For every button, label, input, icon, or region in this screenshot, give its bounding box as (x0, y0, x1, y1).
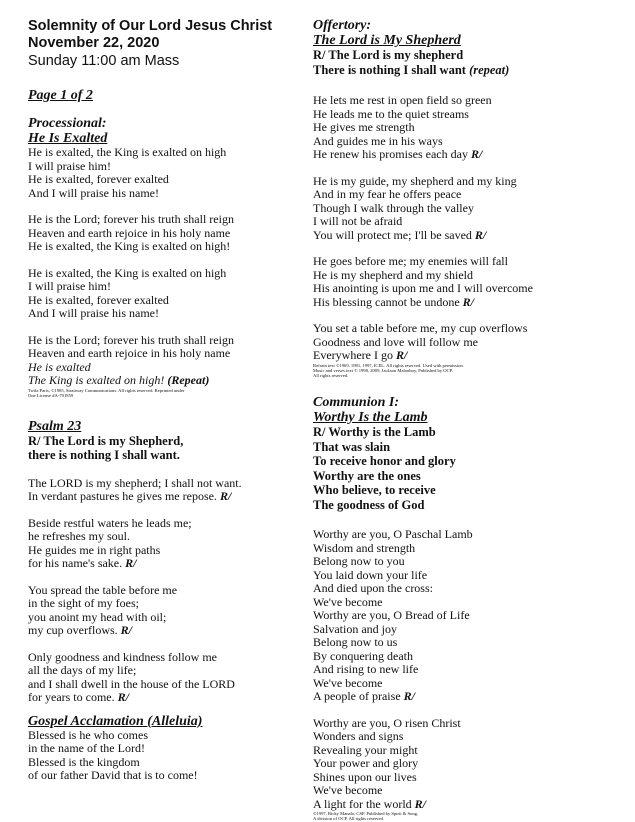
refrain-text: The Lord is my Shepherd, (43, 433, 184, 448)
refrain-text: There is nothing I shall want (313, 62, 466, 77)
lyric-line: He is the Lord; forever his truth shall reign (28, 212, 234, 226)
communion-refrain: Who believe, to receive (313, 483, 436, 498)
lyric-line: Worthy are you, O Paschal Lamb (313, 527, 473, 542)
lyric-line: He is my shepherd and my shield (313, 267, 473, 282)
lyric-text: A people of praise (313, 689, 401, 704)
lyric-line: He is exalted, the King is exalted on high (28, 145, 227, 159)
lyric-text: In verdant pastures he gives me repose. (28, 489, 217, 504)
refrain-mark: R/ (313, 425, 326, 440)
lyric-line (313, 798, 618, 812)
lyric-line: Blessed is he who comes (28, 727, 148, 742)
processional-stanza (28, 146, 313, 200)
lyric-line: Your power and glory (313, 756, 419, 771)
communion-refrain (313, 425, 618, 440)
lyric-text: He renew his promises each day (313, 147, 468, 161)
lyric-text: for his name's sake. (28, 556, 123, 571)
psalm-stanza (28, 517, 313, 571)
lyric-line: His anointing is upon me and I will overcome (313, 281, 533, 295)
lyric-line: Wonders and signs (313, 729, 404, 744)
lyric-line: He is exalted, forever exalted (28, 292, 169, 307)
lyric-text: my cup overflows. (28, 623, 118, 638)
lyric-line-italic: He is exalted (28, 359, 91, 374)
lyric-line: He lets me rest in open field so green (313, 93, 492, 107)
lyric-line: he refreshes my soul. (28, 529, 130, 544)
lyric-line: Shines upon our lives (313, 769, 417, 784)
lyric-text: Everywhere I go (313, 348, 393, 362)
refrain-text: Worthy is the Lamb (328, 425, 436, 440)
lyric-line (28, 624, 313, 638)
psalm-refrain: there is nothing I shall want. (28, 448, 180, 463)
lyric-line: You spread the table before me (28, 582, 178, 597)
lyric-text: The King is exalted on high! (28, 373, 165, 387)
lyric-line: We've become (313, 675, 383, 690)
lyric-line: I will praise him! (28, 158, 111, 173)
copyright-note: All rights reserved. (313, 372, 349, 378)
lyric-line: Revealing your might (313, 742, 418, 757)
mass-time: Sunday 11:00 am Mass (28, 53, 180, 69)
refrain-mark: R/ (219, 489, 232, 504)
refrain-mark: R/ (395, 348, 408, 362)
refrain-mark: R/ (403, 689, 415, 704)
lyric-line (313, 296, 618, 310)
lyric-line: He is my guide, my shepherd and my king (313, 173, 517, 188)
copyright-note: ©1997, Ricky Manalo, CSP. Published by Spirit & Song, (313, 811, 419, 817)
processional-stanza (28, 334, 313, 398)
processional-heading: Processional: (28, 116, 107, 131)
lyric-line: Belong now to you (313, 554, 405, 569)
lyric-line: And guides me in his ways (313, 133, 443, 148)
repeat-marker: (repeat) (469, 62, 510, 77)
communion-refrain: That was slain (313, 439, 391, 454)
gospel-title: Gospel Acclamation (Alleluia) (28, 713, 203, 729)
lyric-line: Heaven and earth rejoice in his holy name (28, 346, 231, 360)
communion-refrain: The goodness of God (313, 497, 425, 512)
refrain-mark: R/ (125, 556, 137, 571)
lyric-line: You set a table before me, my cup overflows (313, 321, 528, 335)
refrain-text: The Lord is my shepherd (328, 48, 464, 62)
offertory-stanza (313, 175, 618, 243)
offertory-refrain (313, 63, 618, 78)
lyric-text: You will protect me; I'll be saved (313, 227, 472, 242)
lyric-line: He guides me in right paths (28, 542, 161, 557)
communion-section (313, 395, 618, 821)
refrain-mark: R/ (117, 690, 129, 705)
lyric-line: in the sight of my foes; (28, 596, 139, 611)
lyric-line: Blessed is the kingdom (28, 754, 140, 769)
communion-stanza (313, 717, 618, 822)
lyric-line (313, 148, 618, 162)
refrain-mark: R/ (313, 48, 326, 62)
lyric-line: in the name of the Lord! (28, 741, 145, 756)
lyric-line: And in my fear he offers peace (313, 187, 462, 201)
lyric-line: all the days of my life; (28, 663, 137, 678)
offertory-title: The Lord is My Shepherd (313, 33, 461, 48)
lyric-line: Belong now to us (313, 635, 398, 650)
lyric-line (28, 557, 313, 571)
psalm-stanza (28, 477, 313, 504)
copyright-note: Twila Paris, ©1985, Straitway Communications. All rights reserved. Reprinted under (28, 387, 185, 393)
lyric-line: He leads me to the quiet streams (313, 106, 469, 121)
copyright-note: Music and verses text © 1998, 2009, Jackson Malonboy, Published by OCP. (313, 367, 453, 373)
page-label: Page 1 of 2 (28, 88, 93, 103)
refrain-mark: R/ (474, 227, 487, 242)
processional-title: He Is Exalted (28, 131, 108, 146)
psalm-section (28, 419, 313, 705)
refrain-mark: R/ (470, 147, 483, 161)
program-title: Solemnity of Our Lord Jesus Christ (28, 18, 273, 34)
communion-refrain: To receive honor and glory (313, 454, 456, 469)
offertory-stanza (313, 94, 618, 162)
lyric-line: You laid down your life (313, 567, 428, 582)
lyric-line: you anoint my head with oil; (28, 609, 167, 624)
copyright-note: Refrain text ©1969, 1981, 1997, ICEL. All rights reserved. Used with permission. (313, 362, 464, 368)
repeat-marker: (Repeat) (167, 373, 210, 387)
lyric-line: Beside restful waters he leads me; (28, 515, 192, 530)
lyric-line: Heaven and earth rejoice in his holy name (28, 225, 231, 240)
refrain-mark: R/ (28, 433, 41, 448)
processional-stanza (28, 267, 313, 321)
lyric-line (28, 490, 313, 504)
lyric-line: Goodness and love will follow me (313, 334, 478, 349)
lyric-line: and I shall dwell in the house of the LORD (28, 676, 235, 691)
lyric-line: He is exalted, the King is exalted on high (28, 265, 227, 280)
refrain-mark: R/ (462, 294, 474, 309)
lyric-line: of our father David that is to come! (28, 768, 198, 783)
refrain-mark: R/ (414, 796, 426, 811)
offertory-section (313, 18, 618, 378)
lyric-line (313, 690, 618, 704)
offertory-stanza (313, 255, 618, 309)
psalm-stanza (28, 584, 313, 638)
lyric-line: Wisdom and strength (313, 540, 416, 555)
lyric-line: Though I walk through the valley (313, 200, 474, 215)
psalm-refrain (28, 434, 313, 449)
communion-heading: Communion I: (313, 395, 399, 411)
lyric-line: And rising to new life (313, 662, 419, 677)
lyric-line: We've become (313, 594, 383, 609)
lyric-line: He is exalted, forever exalted (28, 172, 169, 186)
lyric-line-italic (28, 374, 313, 388)
offertory-heading: Offertory: (313, 18, 372, 33)
communion-title: Worthy Is the Lamb (313, 410, 428, 426)
communion-stanza (313, 528, 618, 704)
processional-stanza (28, 213, 313, 254)
left-column (28, 18, 313, 783)
lyric-line: He goes before me; my enemies will fall (313, 254, 508, 268)
offertory-stanza (313, 322, 618, 378)
lyric-line: Only goodness and kindness follow me (28, 649, 217, 664)
processional-section (28, 116, 313, 398)
lyric-text: His blessing cannot be undone (313, 294, 460, 309)
lyric-line: I will praise him! (28, 279, 111, 293)
lyric-line (28, 691, 313, 705)
lyric-line: Salvation and joy (313, 621, 397, 636)
copyright-note: A division of OCP. All rights reserved. (313, 816, 384, 822)
lyric-line: We've become (313, 783, 383, 798)
lyric-line: He is exalted, the King is exalted on high! (28, 239, 231, 253)
psalm-stanza (28, 651, 313, 705)
lyric-text: A light for the world (313, 796, 412, 811)
communion-refrain: Worthy are the ones (313, 468, 421, 483)
lyric-line: He is the Lord; forever his truth shall reign (28, 332, 234, 347)
lyric-line: By conquering death (313, 648, 413, 663)
lyric-line: And I will praise his name! (28, 185, 159, 200)
lyric-line: He gives me strength (313, 120, 415, 134)
lyric-line: Worthy are you, O risen Christ (313, 715, 461, 730)
lyric-line: The LORD is my shepherd; I shall not want. (28, 475, 242, 490)
refrain-mark: R/ (120, 623, 132, 638)
lyric-line: Worthy are you, O Bread of Life (313, 608, 470, 623)
program-date: November 22, 2020 (28, 35, 160, 51)
lyric-line (313, 349, 618, 363)
lyric-line (313, 229, 618, 243)
lyric-line: And I will praise his name! (28, 306, 159, 320)
right-column (313, 18, 618, 822)
psalm-title: Psalm 23 (28, 418, 82, 434)
lyric-line: And died upon the cross: (313, 581, 433, 596)
gospel-section (28, 714, 313, 783)
lyric-text: for years to come. (28, 690, 115, 705)
copyright-note: One License #A-701859 (28, 392, 74, 398)
lyric-line: I will not be afraid (313, 214, 403, 228)
offertory-refrain (313, 48, 618, 63)
